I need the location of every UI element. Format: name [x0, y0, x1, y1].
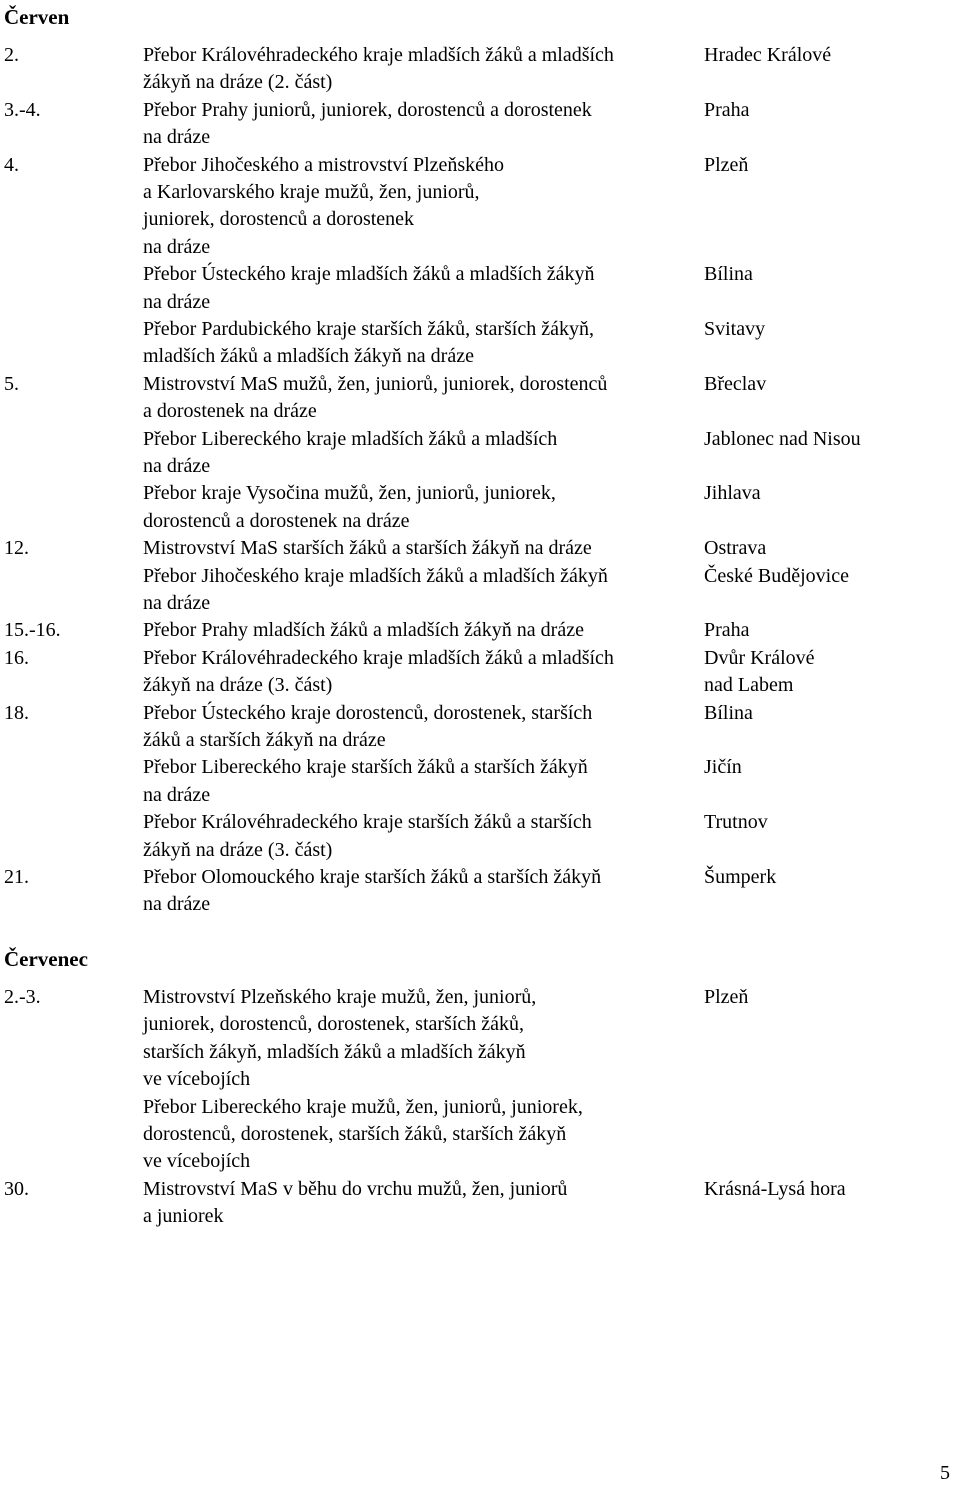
- event-title-line: Přebor Pardubického kraje starších žáků, starších žákyň,: [143, 318, 594, 340]
- event-title-line: dorostenců, dorostenek, starších žáků, starších žákyň: [143, 1123, 567, 1145]
- event-title-line: Přebor Královéhradeckého kraje starších žáků a starších: [143, 811, 592, 834]
- event-title-line: Přebor Prahy juniorů, juniorek, dorostenců a dorostenek: [143, 98, 592, 121]
- event-title: [143, 645, 718, 700]
- event-title: [143, 754, 718, 809]
- event-title: [143, 1176, 718, 1231]
- event-place-line: Praha: [704, 98, 750, 121]
- event-title-line: juniorek, dorostenců a dorostenek: [143, 208, 415, 231]
- event-title-line: Přebor Olomouckého kraje starších žáků a starších žákyň: [143, 866, 602, 888]
- event-place-line: Plzeň: [704, 986, 749, 1008]
- event-place-line: Jablonec nad Nisou: [704, 427, 861, 450]
- event-date: 30.: [4, 1177, 29, 1200]
- event-title-line: Přebor Jihočeského kraje mladších žáků a mladších žákyň: [143, 564, 608, 587]
- event-date: 4.: [4, 153, 19, 176]
- event-date: 12.: [4, 537, 29, 560]
- event-title: [143, 535, 718, 562]
- event-title-line: dorostenců a dorostenek na dráze: [143, 509, 410, 532]
- event-title-line: Přebor Ústeckého kraje mladších žáků a mladších žákyň: [143, 263, 595, 286]
- event-title-line: Přebor Libereckého kraje starších žáků a starších žákyň: [143, 756, 588, 779]
- event-title-line: žákyň na dráze (2. část): [143, 71, 333, 94]
- event-title-line: a dorostenek na dráze: [143, 400, 317, 423]
- event-title: [143, 809, 718, 864]
- event-place-line: České Budějovice: [704, 564, 849, 587]
- event-place-line: Bílina: [704, 701, 753, 724]
- event-place-line: Bílina: [704, 263, 753, 286]
- event-title-line: Mistrovství MaS mužů, žen, juniorů, juniorek, dorostenců: [143, 372, 608, 395]
- event-title-line: Mistrovství MaS starších žáků a starších žákyň na dráze: [143, 537, 592, 560]
- event-title: [143, 97, 718, 152]
- event-title-line: Přebor Královéhradeckého kraje mladších žáků a mladších: [143, 44, 614, 66]
- month-heading: Červen: [4, 5, 70, 29]
- event-place-line: Břeclav: [704, 372, 767, 395]
- event-title-line: a juniorek: [143, 1205, 224, 1228]
- event-title: [143, 1094, 718, 1176]
- event-date: 2.-3.: [4, 986, 41, 1008]
- event-place-line: Jihlava: [704, 482, 761, 505]
- month-heading: Červenec: [4, 947, 88, 971]
- event-date: 2.: [4, 44, 19, 66]
- event-title: [143, 371, 718, 426]
- event-title-line: ve vícebojích: [143, 1068, 251, 1091]
- event-title-line: a Karlovarského kraje mužů, žen, juniorů,: [143, 181, 480, 203]
- event-place-line: Hradec Králové: [704, 44, 832, 66]
- event-title: [143, 984, 718, 1094]
- event-title-line: Přebor Ústeckého kraje dorostenců, dorostenek, starších: [143, 701, 593, 724]
- event-place: [704, 42, 960, 69]
- event-title-line: mladších žáků a mladších žákyň na dráze: [143, 345, 474, 368]
- event-title-line: žáků a starších žákyň na dráze: [143, 729, 386, 751]
- event-place: [704, 261, 960, 288]
- page-number: 5: [940, 1462, 950, 1484]
- event-place: [704, 535, 960, 562]
- event-place: [704, 563, 960, 590]
- event-place-line: Trutnov: [704, 811, 768, 834]
- event-place-line: nad Labem: [704, 674, 794, 697]
- event-place: [704, 809, 960, 836]
- event-place: [704, 984, 960, 1011]
- event-title-line: žákyň na dráze (3. část): [143, 838, 333, 861]
- event-title-line: žákyň na dráze (3. část): [143, 674, 333, 697]
- event-place: [704, 371, 960, 398]
- event-place: [704, 754, 960, 781]
- event-place-line: Dvůr Králové: [704, 646, 815, 669]
- event-date: 18.: [4, 701, 29, 724]
- event-place: [704, 426, 960, 453]
- event-title-line: na dráze: [143, 592, 211, 614]
- event-place: [704, 1176, 960, 1203]
- event-title: [143, 316, 718, 371]
- event-place: [704, 152, 960, 179]
- event-title: [143, 700, 718, 755]
- event-date: 15.-16.: [4, 619, 61, 642]
- event-place-line: Ostrava: [704, 537, 767, 560]
- event-place: [704, 617, 960, 644]
- event-title-line: Přebor kraje Vysočina mužů, žen, juniorů, juniorek,: [143, 482, 556, 505]
- event-title-line: Mistrovství MaS v běhu do vrchu mužů, žen, juniorů: [143, 1177, 568, 1200]
- event-title-line: Mistrovství Plzeňského kraje mužů, žen, juniorů,: [143, 986, 537, 1008]
- event-place: [704, 480, 960, 507]
- event-place-line: Krásná-Lysá hora: [704, 1177, 846, 1200]
- event-title: [143, 261, 718, 316]
- event-title-line: Přebor Libereckého kraje mužů, žen, juniorů, juniorek,: [143, 1095, 583, 1118]
- event-place-line: Jičín: [704, 756, 742, 779]
- event-place: [704, 97, 960, 124]
- event-place: [704, 316, 960, 343]
- event-title: [143, 480, 718, 535]
- event-title: [143, 563, 718, 618]
- event-date: 21.: [4, 866, 29, 888]
- event-title: [143, 617, 718, 644]
- event-place: [704, 645, 960, 700]
- event-title-line: na dráze: [143, 455, 211, 477]
- event-place-line: Plzeň: [704, 153, 749, 176]
- event-title-line: Přebor Libereckého kraje mladších žáků a mladších: [143, 427, 558, 450]
- event-date: 16.: [4, 646, 29, 669]
- event-title-line: na dráze: [143, 235, 211, 258]
- event-place-line: Svitavy: [704, 318, 766, 340]
- event-title-line: na dráze: [143, 893, 211, 916]
- event-title: [143, 42, 718, 97]
- event-date: 5.: [4, 372, 19, 395]
- event-title: [143, 152, 718, 262]
- event-title-line: na dráze: [143, 126, 211, 149]
- event-title-line: starších žákyň, mladších žáků a mladších žákyň: [143, 1040, 526, 1063]
- event-place-line: Šumperk: [704, 866, 777, 888]
- event-title-line: na dráze: [143, 783, 211, 806]
- event-title-line: Přebor Jihočeského a mistrovství Plzeňského: [143, 153, 505, 176]
- event-title: [143, 864, 718, 919]
- event-date: 3.-4.: [4, 98, 41, 121]
- event-title: [143, 426, 718, 481]
- event-title-line: Přebor Prahy mladších žáků a mladších žákyň na dráze: [143, 619, 584, 642]
- event-title-line: Přebor Královéhradeckého kraje mladších žáků a mladších: [143, 646, 614, 669]
- event-title-line: ve vícebojích: [143, 1150, 251, 1173]
- event-place-line: Praha: [704, 619, 750, 642]
- event-place: [704, 700, 960, 727]
- event-place: [704, 864, 960, 891]
- event-title-line: na dráze: [143, 290, 211, 313]
- event-title-line: juniorek, dorostenců, dorostenek, starších žáků,: [143, 1013, 525, 1036]
